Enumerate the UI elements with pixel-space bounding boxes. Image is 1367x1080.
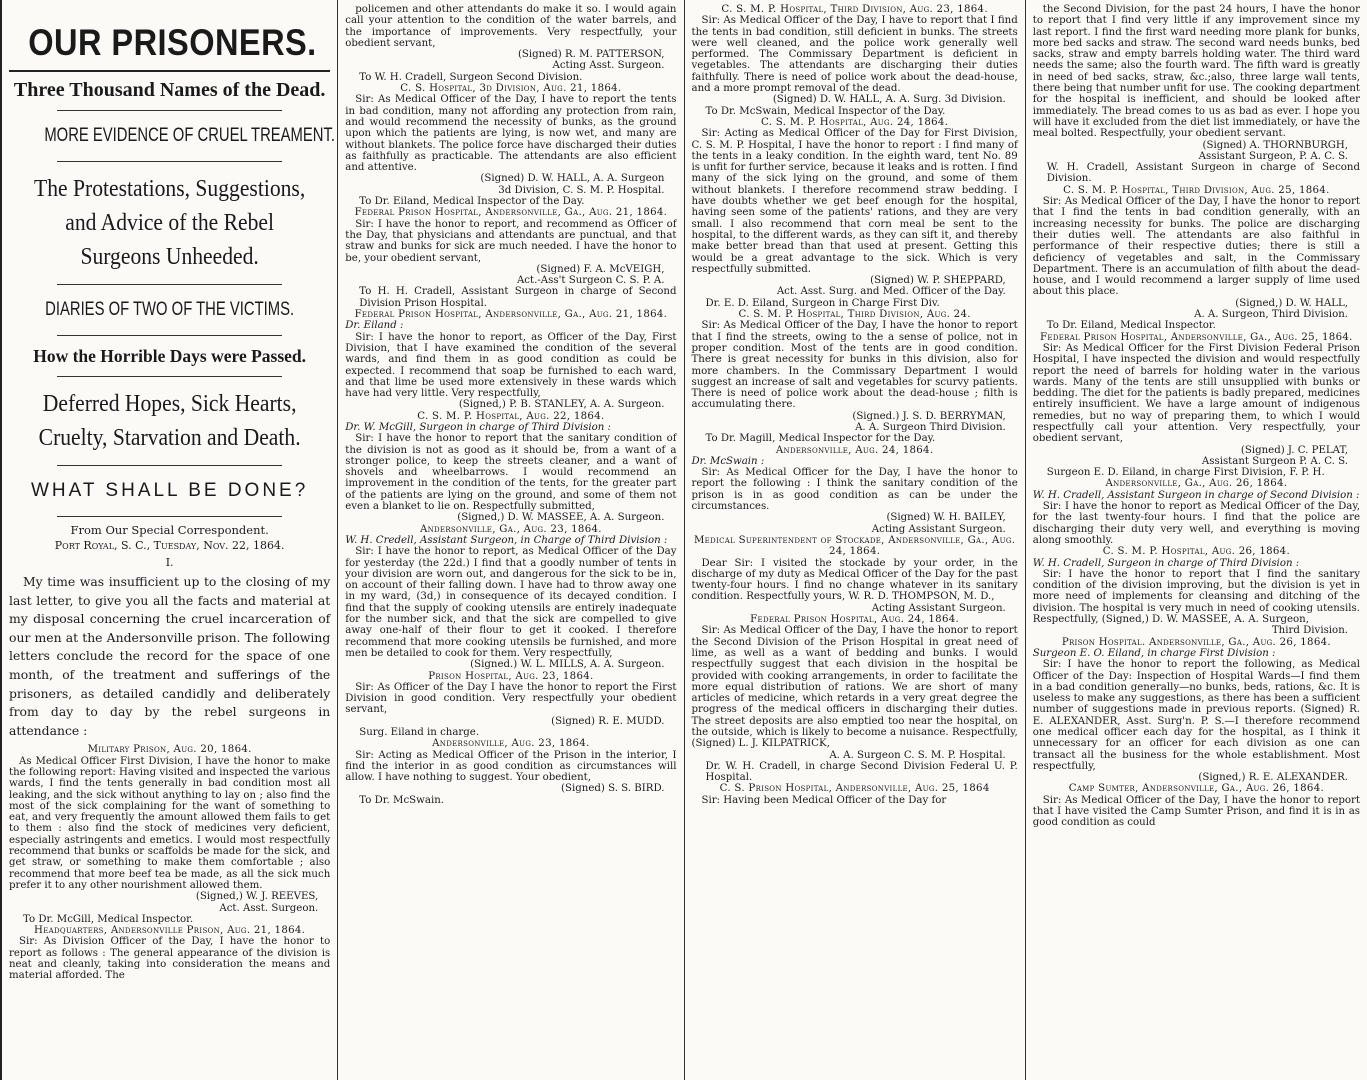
letter-signature: (Signed) R. M. PATTERSON, <box>517 49 665 61</box>
letter-body: Sir: I have the honor to report that I find the sanitary condition of the division improving, but the division is yet in more need of implements for cleansing and ditching of the division. The hospital is very much in need of cooking utensils. Respectfully, (Signed,) D. W. MASSEE, A. A. Surgeon, <box>1032 568 1360 626</box>
letter-body: Sir: I have the honor to report the following, as Medical Officer of the Day: Inspection of Hospital Wards—I find them in a bad condition generally—no bunks, beds, rations, &c. It is useless to make any suggestions, as there has been a sufficient number of suggestions made in previous reports. (Signed) R. E. ALEXANDER, Asst. Surg'n. P. S.—I therefore recommend one medical officer each day for the hospital, as I think it unnecessary for an officer for each division as one can transact all the business for the whole establishment. Most respectfully, <box>1032 659 1360 772</box>
letter-addressee: To Dr. McSwain. <box>359 794 445 806</box>
letter-signature: (Signed) D. W. HALL, A. A. Surgeon <box>480 173 665 185</box>
letter-signature: (Signed) W. P. SHEPPARD, <box>870 275 1006 287</box>
letter-addressee: To Dr. Magill, Medical Inspector for the Day. <box>705 433 936 445</box>
letter-heading: Federal Prison Hospital, Andersonville, Ga., Aug. 21, 1864. <box>354 309 668 321</box>
report-letter <box>692 445 1018 535</box>
letter-heading: Andersonville, Ga., Aug. 26, 1864. <box>1105 478 1288 490</box>
main-headline: OUR PRISONERS. <box>28 22 317 63</box>
divider <box>57 516 282 517</box>
report-letter <box>1033 478 1360 546</box>
letter-body: Sir: I have the honor to report, and recommend as Officer of the Day, that physicians and attendants are punctual, and that straw and bunks for sick are much needed. I have the honor to be, your obedient servant, <box>345 218 677 264</box>
letter-heading: Andersonville, Aug. 24, 1864. <box>775 444 934 456</box>
letter-body: Sir: As Medical Officer of the Day, I have the honor to report that I find the tents in bad condition generally, with an increasing necessity for bunks. The police are discharging their duties well. The attendants are also faithful in performance of their respective duties; there is still a deficiency of vegetables and salt, in the Commissary Department. There is an accumulation of filth about the dead-house, and I would recommend a larger supply of lime used about this place. <box>1032 196 1360 298</box>
letter-heading: C. S. M. P. Hospital, Aug. 22, 1864. <box>417 410 605 422</box>
report-letter <box>345 4 676 83</box>
letter-body: Sir: As Medical Officer of the Day, I have the honor to report that I have visited the Camp Sumter Prison, and find it is in as good condition as could <box>1032 794 1360 829</box>
letter-addressee: Surgeon E. D. Eiland, in charge First Division, F. P. H. <box>1046 467 1325 479</box>
letter-signature: (Signed,) R. E. ALEXANDER. <box>1198 772 1348 784</box>
letter-addressee: To H. H. Cradell, Assistant Surgeon in charge of Second Division Prison Hospital. <box>359 286 677 309</box>
letter-signature: (Signed) R. E. MUDD. <box>551 715 665 727</box>
letter-body: Sir: As Medical Officer of the Day, I have to report the tents in bad condition, many not affording any protection from rain, and would recommend the necessity of bunks, as the ground upon which the patients are lying, is now wet, and many are without blankets. The police force have discharged their duties as faithfully as practicable. The attendants are also efficient and attentive. <box>345 94 677 174</box>
report-letter <box>1033 546 1360 636</box>
letter-body: policemen and other attendants do make it so. I would again call your attention to the condition of the water barrels, and the importance of improvements. Very respectfully, your obedient servant, <box>345 4 677 49</box>
letter-signer-title: 3d Division, C. S. M. P. Hospital. <box>498 184 665 196</box>
subheadline-deferred-hopes: Deferred Hopes, Sick Hearts, Cruelty, Starvation and Death. <box>38 391 301 451</box>
letter-signer-title: Third Division. <box>1271 625 1348 637</box>
letter-heading: Camp Sumter, Andersonville, Ga., Aug. 26, 1864. <box>1068 783 1325 795</box>
column-1 <box>0 0 337 1080</box>
letter-addressee: Dr. W. H. Cradell, in charge Second Division Federal U. P. Hospital. <box>705 760 1018 784</box>
letter-heading: Prison Hospital, Aug. 23, 1864. <box>428 670 594 682</box>
report-letter <box>692 614 1018 783</box>
letter-body: Sir: Acting as Medical Officer of the Day for First Division, C. S. M. P. Hospital, I have the honor to report : I find many of the tents in a leaky condition. In the eighth ward, tent No. 89 is unfit for further service, because it leaks and is rotten. I find many of the sick lying on the ground, and some of them without blankets. I therefore recommend straw bedding. I have doubts whether we get beef enough for the hospital, having seen some of the patients' rations, and they are very small. I also recommend that corn meal be sent to the hospital, to the different wards, as they can sift it, and thereby make better bread than that used at present. Getting this would be a great advantage to the sick. Which is very respectfully submitted. <box>691 128 1018 275</box>
letter-heading: Andersonville, Aug. 23, 1864. <box>432 738 590 750</box>
letter-salutation: W. H. Credell, Assistant Surgeon, in Charge of Third Division : <box>345 534 668 546</box>
report-letter <box>1033 783 1360 828</box>
letter-signer-title: A. A. Surgeon Third Division. <box>855 421 1006 433</box>
column-2 <box>338 0 683 1080</box>
report-letter <box>692 783 1018 806</box>
report-letter <box>345 309 676 411</box>
letter-heading: Military Prison, Aug. 20, 1864. <box>87 744 252 756</box>
report-letter <box>345 207 676 309</box>
letter-signature: (Signed,) P. B. STANLEY, A. A. Surgeon. <box>458 399 665 411</box>
letter-heading: C. S. M. P. Hospital, Aug. 24, 1864. <box>760 116 949 128</box>
report-letter <box>692 535 1018 614</box>
letter-heading: Medical Superintendent of Stockade, Andersonville, Ga., Aug. 24, 1864. <box>693 534 1016 558</box>
report-letter <box>345 738 676 806</box>
byline: From Our Special Correspondent. <box>70 523 269 537</box>
report-letter <box>692 4 1018 117</box>
letter-signer-title: Assistant Surgeon P. A. C. S. <box>1201 455 1348 467</box>
report-letter <box>1033 332 1360 479</box>
report-letter <box>1033 185 1360 332</box>
divider <box>57 110 282 111</box>
column-3 <box>685 0 1025 1080</box>
letter-body: Sir: I have the honor to report that the sanitary condition of the division is not as good as it should be, from a want of a stronger police, to keep the streets cleaner, and a want of shovels and wheelbarrows. I would recommend an improvement in the condition of the tents, for the greater part of the patients are lying on the ground, and some of them not even a blanket to lie on. Respectfully submitted, <box>345 433 677 513</box>
letter-signature: (Signed) F. A. McVEIGH, <box>536 263 665 275</box>
dispatch-list <box>1033 4 1360 829</box>
letter-heading: Federal Prison Hospital, Andersonville, Ga., Aug. 25, 1864. <box>1040 331 1353 343</box>
letter-signer-title: Acting Asst. Surgeon. <box>552 60 665 72</box>
letter-signature: (Signed) A. THORNBURGH, <box>1202 139 1348 151</box>
divider <box>57 376 282 377</box>
letter-signer-title: Act.-Ass't Surgeon C. S. P. A. <box>516 275 665 287</box>
report-letter <box>9 925 330 981</box>
report-letter <box>1033 4 1360 185</box>
letter-body: Sir: I have the honor to report as Medical Officer of the Day, for the last twenty-four hours. I find that the police are discharging their duty very well, and everything is moving along smoothly. <box>1032 501 1360 546</box>
letter-heading: C. S. M. P. Hospital, Aug. 26, 1864. <box>1102 546 1290 558</box>
letter-body: Sir: Having been Medical Officer of the Day for <box>701 794 947 806</box>
letter-body: Sir: As Medical Officer for the First Division Federal Prison Hospital, I have inspected the division and would respectfully report the need of barrels for holding water in the various wards. Many of the tents are still unsupplied with bunks or bedding. The diet for the patients is badly prepared, medicines entirely insufficient. We have a large amount of indigenous remedies, but no way of preparing them, to which I would respectfully call your attention. Very respectfully, your obedient servant, <box>1032 342 1360 445</box>
letter-salutation: W. H. Cradell, Assistant Surgeon in charge of Second Division : <box>1032 489 1360 501</box>
divider <box>57 284 282 285</box>
letter-heading: Headquarters, Andersonville Prison, Aug. 21, 1864. <box>34 925 306 937</box>
letter-signer-title: Assistant Surgeon, P. A. C. S. <box>1198 150 1348 162</box>
report-letter <box>1033 637 1360 784</box>
letter-signature: (Signed,) D. W. HALL, <box>1235 297 1348 309</box>
letter-heading: C. S. M. P. Hospital, Third Division, Aug. 23, 1864. <box>721 4 988 15</box>
subheadline-dead: Three Thousand Names of the Dead. <box>13 79 326 101</box>
letter-body: Sir: As Officer of the Day I have the honor to report the First Division in good condition. Very respectfully your obedient servant, <box>345 681 677 716</box>
letter-body: Sir: I have the honor to report, as Officer of the Day, First Division, that I have examined the condition of the several wards, and find them in as good condition as could be expected. I recommend that soap be furnished to each ward, and that lime be used more extensively in these wards which have had very little. Very respectfully, <box>345 331 677 400</box>
lead-paragraph: My time was insufficient up to the closing of my last letter, to give you all the facts and material at my disposal concerning the cruel incarceration of our men at the Andersonville prison. The following letters conclude the record for the space of one month, of the treatment and sufferings of the prisoners, as detailed candidly and deliberately from day to day by the rebel surgeons in attendance : <box>9 574 331 738</box>
divider <box>57 335 282 336</box>
letter-signature: (Signed,) D. W. MASSEE, A. A. Surgeon. <box>457 512 665 524</box>
letter-heading: C. S. Hospital, 3d Division, Aug. 21, 1864. <box>400 83 622 95</box>
letter-heading: Federal Prison Hospital, Aug. 24, 1864. <box>750 614 960 626</box>
letter-signer-title: A. A. Surgeon C. S. M. P. Hospital. <box>829 749 1006 761</box>
letter-signature: (Signed) J. C. PELAT, <box>1240 444 1348 456</box>
report-letter <box>345 524 676 671</box>
divider <box>57 161 282 162</box>
letter-addressee: To Dr. Eiland, Medical Inspector of the Day. <box>359 196 585 208</box>
report-letter <box>345 411 676 524</box>
section-number: I. <box>165 556 174 569</box>
letter-signer-title: Acting Assistant Surgeon. <box>871 602 1006 614</box>
letter-salutation: Dr. W. McGill, Surgeon in charge of Third Division : <box>345 421 611 433</box>
report-letter <box>9 744 330 925</box>
letter-signer-title: Act. Asst. Surg. and Med. Officer of the Day. <box>776 286 1006 298</box>
letter-body: the Second Division, for the past 24 hours, I have the honor to report that I find very little if any improvement since my last report. I find the first ward needing more plank for bunks, more bed sacks and straw. The second ward needs bunks, bed sacks, straw and empty barrels holding water. The third ward needs the same; also the fourth ward. The fifth ward is greatly in need of bed sacks, straw, &c.;also, three large wall tents, there being that number unfit for use. The cooking department for the hospital is inefficient, and should be looked after immediately. The bread comes to us as bad as ever. I hope you will have it excluded from the diet list immediately, or have the meal bolted. Respectfully, your obedient servant. <box>1032 4 1360 140</box>
letter-signer-title: A. A. Surgeon, Third Division. <box>1194 309 1348 321</box>
letter-signature: (Signed.) J. S. D. BERRYMAN, <box>852 410 1006 422</box>
letter-signature: (Signed.) W. L. MILLS, A. A. Surgeon. <box>470 659 665 671</box>
letter-addressee: To Dr. Eiland, Medical Inspector. <box>1046 320 1216 332</box>
letter-salutation: Surgeon E. O. Eiland, in charge First Division : <box>1032 647 1276 659</box>
letter-signature: (Signed) D. W. HALL, A. A. Surg. 3d Division. <box>772 94 1006 106</box>
letter-body: Dear Sir: I visited the stockade by your order, in the discharge of my duty as Medical Officer of the Day for the past twenty-four hours. I find no change whatever in its sanitary condition. Respectfully yours, W. R. D. THOMPSON, M. D., <box>691 557 1018 603</box>
dispatch-list <box>9 744 330 981</box>
letter-signature: (Signed) S. S. BIRD. <box>561 783 665 795</box>
letter-signer-title: Act. Asst. Surgeon. <box>219 902 319 914</box>
letter-heading: C. S. M. P. Hospital, Third Division, Aug. 25, 1864. <box>1063 184 1330 196</box>
letter-heading: Prison Hospital. Andersonville, Ga., Aug. 26, 1864. <box>1061 636 1331 648</box>
letter-body: Sir: As Division Officer of the Day, I have the honor to report as follows : The general appearance of the division is neat and cleanly, taking into consideration the means and material afforded. The <box>9 936 331 982</box>
letter-addressee: To W. H. Cradell, Surgeon Second Division. <box>359 71 583 83</box>
dateline: Port Royal, S. C., Tuesday, Nov. 22, 1864. <box>54 539 285 552</box>
dispatch-list <box>692 4 1018 806</box>
letter-heading: Federal Prison Hospital, Andersonville, Ga., Aug. 21, 1864. <box>354 207 668 219</box>
letter-body: Sir: As Medical Officer of the Day, I have to report that I find the tents in bad condition, still deficient in bunks. The streets were well cleaned, and the police work generally well performed. The Commissary Department is deficient in vegetables. The attendants are discharging their duties faithfully. There is need of police work about the dead-house, and a more prompt removal of the dead. <box>691 15 1018 95</box>
column-4 <box>1026 0 1367 1080</box>
subheadline-protestations: The Protestations, Suggestions, and Advice of the Rebel Surgeons Unheeded. <box>34 176 306 270</box>
letter-addressee: Dr. E. D. Eiland, Surgeon in Charge First Div. <box>705 297 940 309</box>
letter-salutation: W. H. Cradell, Surgeon in charge of Third Division : <box>1032 557 1300 569</box>
letter-addressee: Surg. Eiland in charge. <box>359 727 480 738</box>
letter-heading: C. S. Prison Hospital, Andersonville, Aug. 25, 1864 <box>719 783 990 795</box>
report-letter <box>345 83 676 207</box>
subheadline-evidence: MORE EVIDENCE OF CRUEL TREAMENT. <box>44 125 336 146</box>
subheadline-what-shall-be-done: WHAT SHALL BE DONE? <box>30 480 309 501</box>
letter-body: Sir: I have the honor to report, as Medical Officer of the Day for yesterday (the 22d.) I find that a goodly number of tents in your division are worn out, and dangerous for the sick to be in, on account of their falling down. I have had to throw away one in my ward, (3d,) in consequence of its decayed condition. I find that the supply of cooking utensils are entirely inadequate for the number sick, and that the sick are compelled to give away one-half of their flour to get it cooked. I therefore recommend that more cooking utensils be furnished, and more men be detailed to cook for them. Very respectfully, <box>345 546 677 659</box>
letter-body: Sir: As Medical Officer of the Day, I have the honor to report that I find the streets, owing to the a sense of police, not in proper condition. Most of the tents are in good condition. There is great necessity for bunks in this division, also for more chambers. In the Commissary Department I would suggest an increase of salt and vegetables for scurvy patients. There is need of police work about the dead-house ; filth is accumulating there. <box>691 320 1018 411</box>
letter-salutation: Dr. McSwain : <box>691 455 765 467</box>
letter-signature: (Signed,) W. J. REEVES, <box>195 891 319 903</box>
subheadline-diaries: DIARIES OF TWO OF THE VICTIMS. <box>45 299 295 320</box>
subheadline-horrible-days: How the Horrible Days were Passed. <box>33 346 307 366</box>
letter-body: Sir: As Medical Officer of the Day, I have the honor to report the Second Division of the Prison Hospital in great need of lime, as well as a want of bedding and bunks. I would respectfully suggest that each division in the hospital be provided with cooking arrangements, in order to facilitate the more equal distribution of rations. We are short of many articles of medicine, which retards in a very great degree the progress of the medical officers in discharging their duties. The street deposits are also emptied too near the hospital, on the outside, which is likely to become a nuisance. Respectfully, (Signed) L. J. KILPATRICK, <box>691 625 1018 750</box>
divider <box>57 465 282 466</box>
letter-heading: Andersonville, Ga., Aug. 23, 1864. <box>419 523 602 535</box>
report-letter <box>692 309 1018 445</box>
letter-addressee: To Dr. McSwain, Medical Inspector of the Day. <box>705 105 946 117</box>
dispatch-list <box>345 4 676 806</box>
letter-body: Sir: Acting as Medical Officer of the Prison in the interior, I find the interior in as good condition as circumstances will allow. I have nothing to suggest. Your obedient, <box>345 749 677 784</box>
letter-body: Sir: As Medical Officer for the Day, I have the honor to report the following : I think the sanitary condition of the prison is in as good condition as can be under the circumstances. <box>691 467 1018 513</box>
letter-addressee: To Dr. McGill, Medical Inspector. <box>23 913 194 925</box>
letter-signer-title: Acting Assistant Surgeon. <box>871 523 1006 535</box>
letter-body: As Medical Officer First Division, I have the honor to make the following report: Having visited and inspected the various wards, I find the tents generally in bad condition most all leaking, and the sick without anything to lay on ; also find the most of the sick complaining for the want of something to eat, and very frequently the amount allowed them fails to get to them : also find the stock of medicines very deficient, especially astringents and emetics. I would most respectfully recommend that bunks or scaffolds be made for the sick, and get straw, or something to make them comfortable ; also recommend that more beef tea be made, as all the sick much prefer it to any other nourishment allowed them. <box>9 755 331 891</box>
report-letter <box>345 671 676 739</box>
letter-heading: C. S. M. P. Hospital, Third Division, Aug. 24. <box>738 309 971 321</box>
report-letter <box>692 117 1018 309</box>
letter-salutation: Dr. Eiland : <box>345 320 404 332</box>
letter-signature: (Signed) W. H. BAILEY, <box>886 512 1006 524</box>
letter-addressee: W. H. Cradell, Assistant Surgeon in charge of Second Division. <box>1046 162 1360 185</box>
headline-rule <box>9 70 330 72</box>
